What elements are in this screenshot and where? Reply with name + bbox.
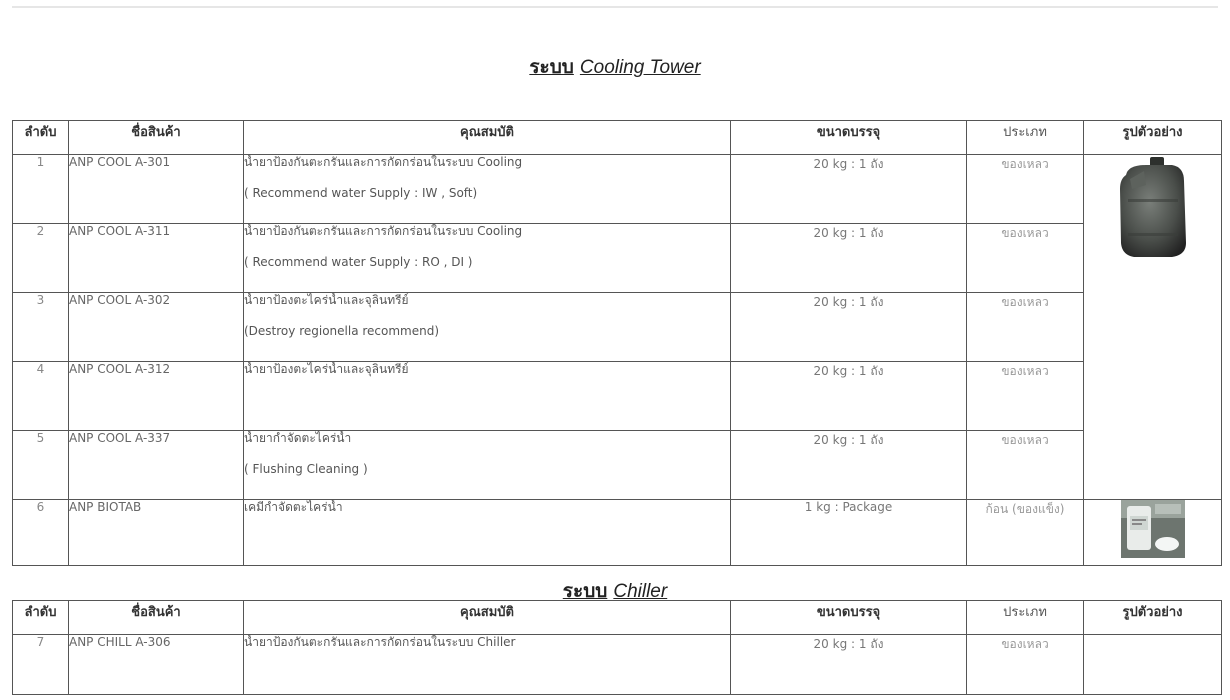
- spec-line-2: [244, 392, 730, 416]
- product-name: ANP COOL A-337: [69, 431, 244, 500]
- header-photo: รูปตัวอย่าง: [1084, 121, 1222, 155]
- spec-line-1: เคมีกำจัดตะไคร่น้ำ: [244, 500, 343, 514]
- table-header-row: [13, 601, 1222, 635]
- section-title-english: Cooling Tower: [579, 57, 701, 78]
- pack-size: 20 kg : 1 ถัง: [731, 635, 967, 695]
- header-spec: คุณสมบัติ: [244, 121, 731, 155]
- header-type: ประเภท: [967, 601, 1084, 635]
- spec-line-2: ( Flushing Cleaning ): [244, 462, 368, 476]
- table-row: [13, 224, 1222, 293]
- pack-size: 20 kg : 1 ถัง: [731, 362, 967, 431]
- header-name: ชื่อสินค้า: [69, 601, 244, 635]
- product-type: ของเหลว: [967, 635, 1084, 695]
- spec-line-2: (Destroy regionella recommend): [244, 324, 440, 338]
- spec-line-1: น้ำยาป้องกันตะกรันและการกัดกร่อนในระบบ Cooling: [244, 155, 523, 169]
- pack-size: 20 kg : 1 ถัง: [731, 224, 967, 293]
- header-name: ชื่อสินค้า: [69, 121, 244, 155]
- table-row: [13, 155, 1222, 224]
- product-type: ของเหลว: [967, 224, 1084, 293]
- table-row: [13, 362, 1222, 431]
- table-row: [13, 500, 1222, 566]
- spec-line-2: [244, 530, 730, 554]
- spec-line-2: ( Recommend water Supply : IW , Soft): [244, 186, 478, 200]
- header-spec: คุณสมบัติ: [244, 601, 731, 635]
- product-photo-cell: [1084, 155, 1222, 500]
- product-spec: [244, 431, 731, 500]
- header-no: ลำดับ: [13, 601, 69, 635]
- product-name: ANP COOL A-302: [69, 293, 244, 362]
- table-row: [13, 635, 1222, 695]
- product-spec: [244, 500, 731, 566]
- product-spec: [244, 224, 731, 293]
- top-rule: [12, 6, 1218, 8]
- header-type: ประเภท: [967, 121, 1084, 155]
- header-no: ลำดับ: [13, 121, 69, 155]
- product-name: ANP COOL A-311: [69, 224, 244, 293]
- pack-size: 1 kg : Package: [731, 500, 967, 566]
- pack-size: 20 kg : 1 ถัง: [731, 293, 967, 362]
- row-no: 6: [13, 500, 69, 566]
- product-spec: [244, 362, 731, 431]
- header-photo: รูปตัวอย่าง: [1084, 601, 1222, 635]
- product-type: ของเหลว: [967, 431, 1084, 500]
- product-name: ANP COOL A-312: [69, 362, 244, 431]
- product-name: ANP BIOTAB: [69, 500, 244, 566]
- pack-size: 20 kg : 1 ถัง: [731, 155, 967, 224]
- product-name: ANP CHILL A-306: [69, 635, 244, 695]
- row-no: 4: [13, 362, 69, 431]
- product-name: ANP COOL A-301: [69, 155, 244, 224]
- product-spec: [244, 293, 731, 362]
- row-no: 3: [13, 293, 69, 362]
- cooling-tower-table: [12, 120, 1222, 566]
- section-title-thai: ระบบ: [529, 56, 574, 78]
- product-photo-cell: [1084, 500, 1222, 566]
- row-no: 5: [13, 431, 69, 500]
- product-photo-cell: [1084, 635, 1222, 695]
- spec-line-1: น้ำยากำจัดตะไคร่น้ำ: [244, 431, 352, 445]
- product-spec: [244, 155, 731, 224]
- jerrycan-image: [1116, 155, 1190, 259]
- product-type: ของเหลว: [967, 293, 1084, 362]
- product-type: ของเหลว: [967, 155, 1084, 224]
- table-row: [13, 293, 1222, 362]
- section-title-cooling-tower: [0, 52, 1230, 82]
- spec-line-1: น้ำยาป้องตะไคร่น้ำและจุลินทรีย์: [244, 293, 409, 307]
- spec-line-2: ( Recommend water Supply : RO , DI ): [244, 255, 473, 269]
- product-spec: [244, 635, 731, 695]
- table-header-row: [13, 121, 1222, 155]
- header-size: ขนาดบรรจุ: [731, 121, 967, 155]
- product-type: ก้อน (ของแข็ง): [967, 500, 1084, 566]
- biotab-package-image: [1121, 500, 1185, 558]
- spec-line-1: น้ำยาป้องกันตะกรันและการกัดกร่อนในระบบ Cooling: [244, 224, 523, 238]
- spec-line-1: น้ำยาป้องกันตะกรันและการกัดกร่อนในระบบ Chiller: [244, 635, 516, 649]
- chiller-table: [12, 600, 1222, 695]
- header-size: ขนาดบรรจุ: [731, 601, 967, 635]
- row-no: 7: [13, 635, 69, 695]
- table-row: [13, 431, 1222, 500]
- section-title-english: Chiller: [613, 581, 668, 602]
- section-title-thai: ระบบ: [562, 580, 608, 602]
- product-type: ของเหลว: [967, 362, 1084, 431]
- pack-size: 20 kg : 1 ถัง: [731, 431, 967, 500]
- row-no: 2: [13, 224, 69, 293]
- spec-line-1: น้ำยาป้องตะไคร่น้ำและจุลินทรีย์: [244, 362, 409, 376]
- row-no: 1: [13, 155, 69, 224]
